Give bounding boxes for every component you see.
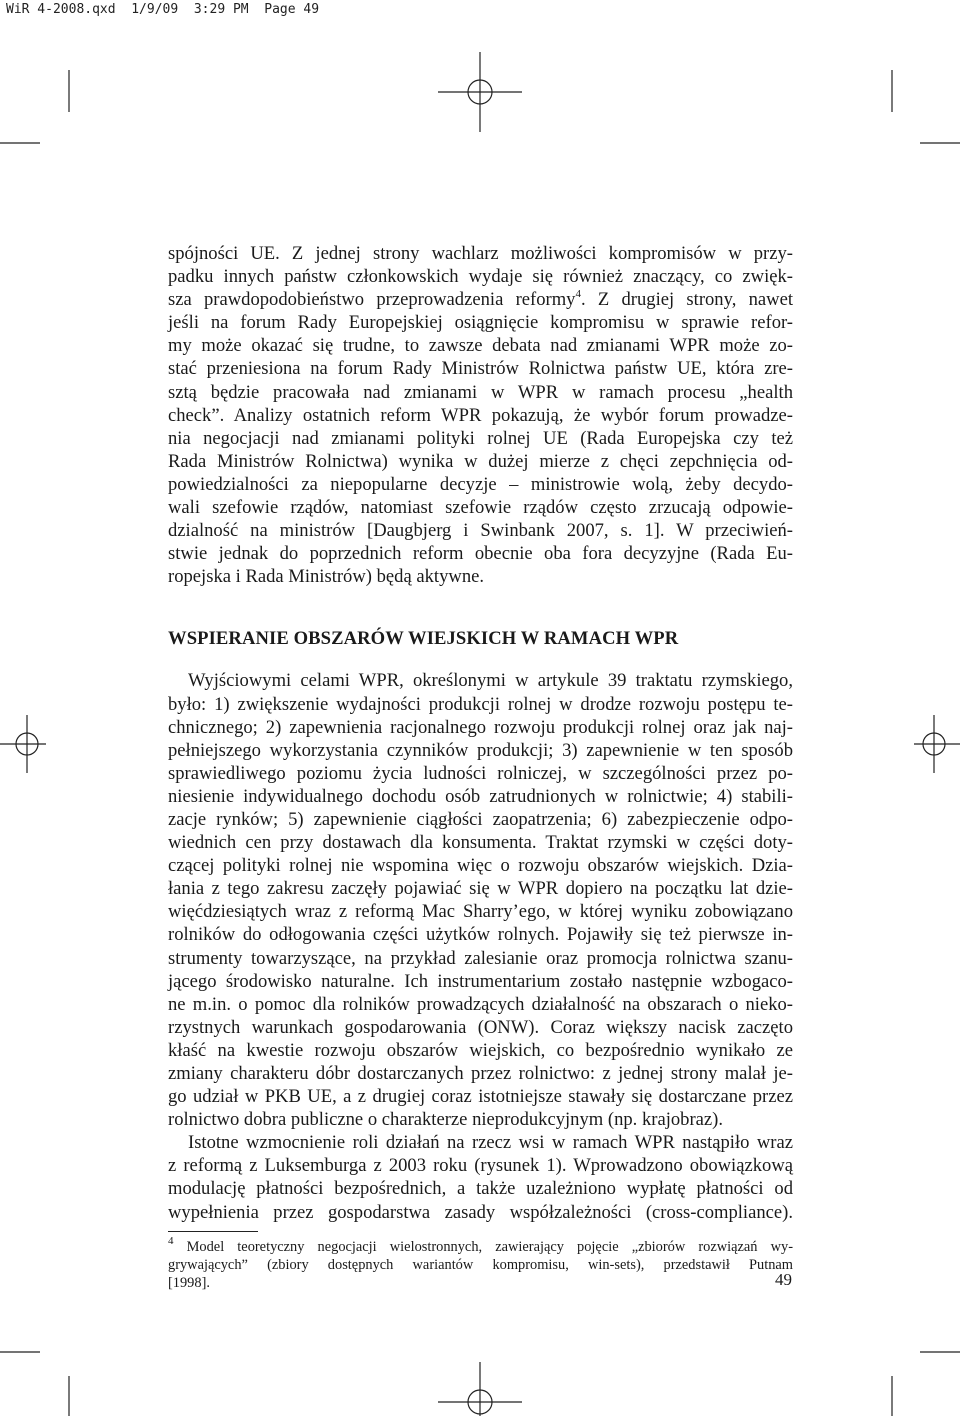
- text-line: wypełnienia przez gospodarstwa zasady współzależności (cross-compliance).: [168, 1201, 793, 1223]
- text-fragment: sza prawdopodobieństwo przeprowadzenia reformy: [168, 289, 576, 311]
- text-line: rzystnych warunkach gospodarowania (ONW). Coraz większy nacisk zaczęto: [168, 1016, 793, 1038]
- text-line: check”. Analizy ostatnich reform WPR pokazują, że wybór forum prowadze-: [168, 404, 793, 426]
- footnote-line: [168, 1234, 793, 1256]
- text-line: sprawiedliwego poziomu życia ludności rolniczej, w szczególności przez po-: [168, 762, 793, 784]
- text-fragment: Model teoretyczny negocjacji wielostronnych, zawierający pojęcie „zbiorów rozwiązań wy-: [186, 1238, 793, 1255]
- text-line: niesienie indywidualnego dochodu osób zatrudnionych w rolnictwie; 4) stabili-: [168, 785, 793, 807]
- text-line: Istotne wzmocnienie roli działań na rzecz wsi w ramach WPR nastąpiło wraz: [188, 1132, 793, 1154]
- text-line: rolnictwo dobra publiczne o charakterze nieprodukcyjnym (np. krajobraz).: [168, 1109, 724, 1131]
- text-line: chnicznego; 2) zapewnienia racjonalnego rozwoju produkcji rolnej oraz jak naj-: [168, 716, 793, 738]
- text-line: dzialność na ministrów [Daugbjerg i Swinbank 2007, s. 1]. W przeciwień-: [168, 520, 793, 542]
- text-line: Rada Ministrów Rolnictwa) wynika w dużej mierze z chęci zepchnięcia od-: [168, 450, 793, 472]
- footnote: [168, 1234, 793, 1292]
- text-line: sztą będzie pracowała nad zmianami w WPR w ramach procesu „health: [168, 381, 793, 403]
- print-slug: WiR 4-2008.qxd 1/9/09 3:29 PM Page 49: [6, 2, 320, 17]
- section-heading: WSPIERANIE OBSZARÓW WIEJSKICH W RAMACH WPR: [168, 628, 679, 650]
- text-line: łania z tego zakresu zaczęły pojawiać się w WPR dopiero na początku lat dzie-: [168, 878, 793, 900]
- paragraph-1: [168, 242, 793, 588]
- text-line: powiedzialności za niepopularne decyzje – ministrowie wolą, żeby decydo-: [168, 473, 793, 495]
- text-line: spójności UE. Z jednej strony wachlarz możliwości kompromisów w przy-: [168, 243, 793, 264]
- footnote-marker: 4: [168, 1234, 174, 1247]
- footnote-line: [1998].: [168, 1274, 210, 1291]
- text-line: jącego środowisko naturalne. Ich instrumentarium zostało następnie wzbogaco-: [168, 970, 793, 992]
- paragraph-2: [168, 669, 793, 1131]
- text-line: jeśli na forum Rady Europejskiej osiągnięcie kompromisu w sprawie refor-: [168, 312, 793, 334]
- text-line: wali szefowie rządów, natomiast szefowie rządów często zrzucają odpowie-: [168, 497, 793, 519]
- text-line: strumenty towarzyszące, na przykład zalesianie oraz promocja rolnictwa szanu-: [168, 947, 793, 969]
- text-line: zmiany charakteru dóbr dostarczanych przez rolnictwo: z jednej strony malał je-: [168, 1063, 793, 1084]
- text-line: ne m.in. o pomoc dla rolników prowadzących działalność na obszarach o nieko-: [168, 993, 793, 1015]
- text-line: zacje rynków; 5) zapewnienie ciągłości zaopatrzenia; 6) zabezpieczenie odpo-: [168, 808, 793, 830]
- text-line: stać przeniesiona na forum Rady Ministrów Rolnictwa państw UE, która zre-: [168, 358, 793, 380]
- text-line: my może okazać się trudne, to zawsze debata nad zmianami WPR może zo-: [168, 335, 793, 357]
- text-line: modulację płatności bezpośrednich, a także uzależniono wypłatę płatności od: [168, 1178, 793, 1200]
- footnote-reference: 4: [575, 288, 581, 300]
- text-line: kłaść na kwestie rozwoju obszarów wiejskich, co bezpośrednio wynikało ze: [168, 1039, 793, 1061]
- text-line: nia negocjacji nad zmianami polityki rolnej UE (Rada Europejska czy też: [168, 427, 793, 449]
- paragraph-3: [168, 1131, 793, 1223]
- page-number: 49: [775, 1270, 792, 1289]
- text-line: Wyjściowymi celami WPR, określonymi w artykule 39 traktatu rzymskiego,: [188, 670, 793, 692]
- text-line: ropejska i Rada Ministrów) będą aktywne.: [168, 566, 485, 588]
- text-line: [168, 288, 793, 311]
- text-fragment: . Z drugiej strony, nawet: [580, 289, 793, 311]
- text-line: stwie jednak do poprzednich reform obecnie oba fora decyzyjne (Rada Eu-: [168, 543, 793, 565]
- footnote-separator: [168, 1231, 258, 1232]
- text-line: pełniejszego wykorzystania czynników produkcji; 3) zapewnienie w ten sposób: [168, 739, 793, 761]
- text-line: wiednich cen przy dostawach dla konsumenta. Traktat rzymski w części doty-: [168, 832, 793, 854]
- footnote-line: grywających” (zbiory dostępnych wariantów kompromisu, win-sets), przedstawił Putnam: [168, 1256, 793, 1273]
- text-line: było: 1) zwiększenie wydajności produkcji rolnej w drodze rozwoju postępu te-: [168, 693, 793, 715]
- text-line: więćdziesiątych wraz z reformą Mac Sharry’ego, w której wyniku zobowiązano: [168, 901, 793, 923]
- text-line: z reformą z Luksemburga z 2003 roku (rysunek 1). Wprowadzono obowiązkową: [168, 1155, 793, 1177]
- text-line: go udział w PKB UE, a z drugiej coraz istotniejsze stawały się dostarczane przez: [168, 1086, 793, 1108]
- page-body: [168, 242, 793, 1292]
- text-line: padku innych państw członkowskich wydaje się również znaczący, co zwięk-: [168, 266, 793, 288]
- text-line: czącej polityki rolnej nie wspomina więc o rozwoju obszarów wiejskich. Dzia-: [168, 855, 793, 877]
- text-line: rolników do odłogowania części użytków rolnych. Pojawiły się też pierwsze in-: [168, 924, 793, 946]
